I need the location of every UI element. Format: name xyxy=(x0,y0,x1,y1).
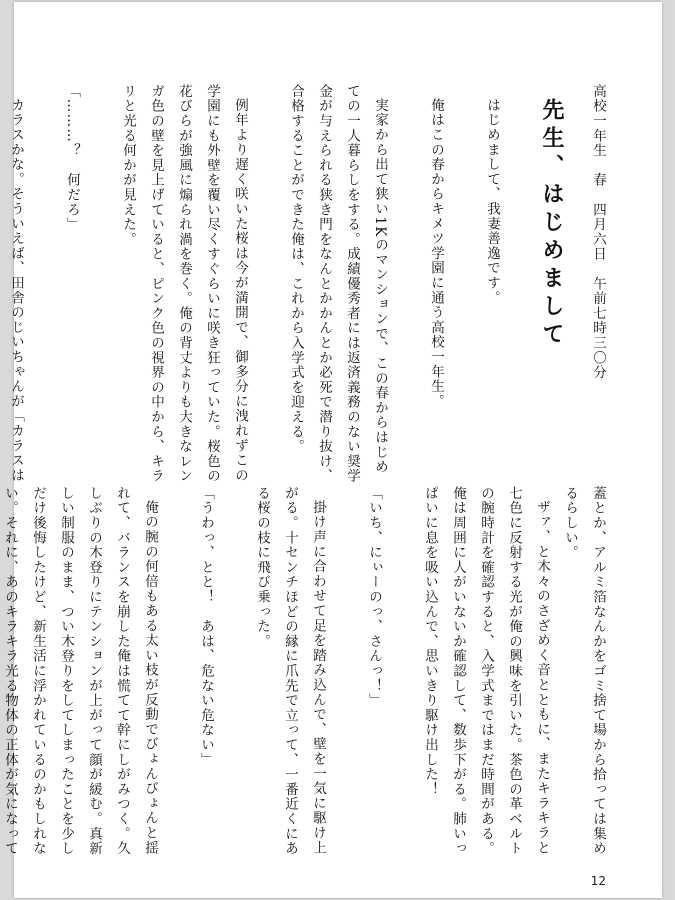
blank-line xyxy=(388,486,416,487)
chapter-timestamp: 高校一年生 春 四月六日 午前七時三〇分 xyxy=(590,84,606,380)
paragraph: 掛け声に合わせて足を踏み込んで、壁を一気に駆け上がる。十センチほどの縁に爪先で立って、一番近くにある桜の枝に飛び乗った。 xyxy=(254,486,326,856)
lower-text-block xyxy=(2,486,612,856)
paragraph: はじめまして、我妻善逸です。 xyxy=(484,97,500,305)
dialog-line: 「………？ 何だろ」 xyxy=(64,84,80,232)
blank-line xyxy=(30,84,58,85)
blank-line xyxy=(332,486,360,487)
paragraph: カラスかな。そういえば、田舎のじいちゃんが「カラスは xyxy=(8,97,24,483)
paragraph: ザァ、と木々のさざめく音とともに、またキラキラと七色に反射する光が俺の興味を引いた。茶色の革ベルトの腕時計を確認すると、入学式まではまだ時間がある。俺は周囲に人がいないか確認して、数歩下がる。肺いっぱいに息を吸い込んで、思いきり駆け出した！ xyxy=(422,486,550,856)
blank-line xyxy=(220,486,248,487)
paragraph: 例年より遅く咲いた桜は今が満開で、御多分に洩れずこの学園にも外壁を覆い尽くすぐらいに咲き狂っていた。桜色の花びらが強風に煽られ渦を巻く。俺の背丈よりも大きなレンガ色の壁を見上げていると、ピンク色の視界の中から、キラリと光る何かが見えた。 xyxy=(120,84,248,484)
paragraph-continuation: 蓋とか、アルミ箔なんかをゴミ捨て場から拾っては集めるらしい。 xyxy=(562,486,606,856)
blank-line xyxy=(164,486,192,487)
paragraph: 俺はこの春からキメツ学園に通う高校一年生。 xyxy=(428,97,444,409)
blank-line xyxy=(254,84,282,85)
dialog-line: 「いち、にぃーのっ、さんっ！」 xyxy=(366,486,382,708)
blank-line xyxy=(450,84,478,85)
blank-line xyxy=(394,84,422,85)
blank-line xyxy=(86,84,114,85)
page-number: 12 xyxy=(590,874,606,888)
upper-text-block xyxy=(8,84,612,484)
book-page xyxy=(2,2,662,898)
paragraph: 俺の腕の何倍もある太い枝が反動でびょんびょんと揺れて、バランスを崩した俺は慌てて幹にしがみつく。久しぶりの木登りにテンションが上がって顔が緩む。真新しい制服のまま、つい木登りをしてしまったことを少しだけ後悔したけど、新生活に浮かれているのかもしれない。それに、あのキラキラ光る物体の正体が気になって xyxy=(2,486,158,856)
dialog-line: 「うわっ、とと！ あは、危ない危ない」 xyxy=(198,486,214,768)
paragraph: 実家から出て狭い1Kのマンションで、この春からはじめての一人暮らしをする。成績優秀者には返済義務のない奨学金が与えられる狭き門をなんとかかんとか必死で潜り抜け、合格することができた俺は、これから入学式を迎える。 xyxy=(288,84,388,484)
chapter-title: 先生、はじめまして xyxy=(539,98,565,350)
